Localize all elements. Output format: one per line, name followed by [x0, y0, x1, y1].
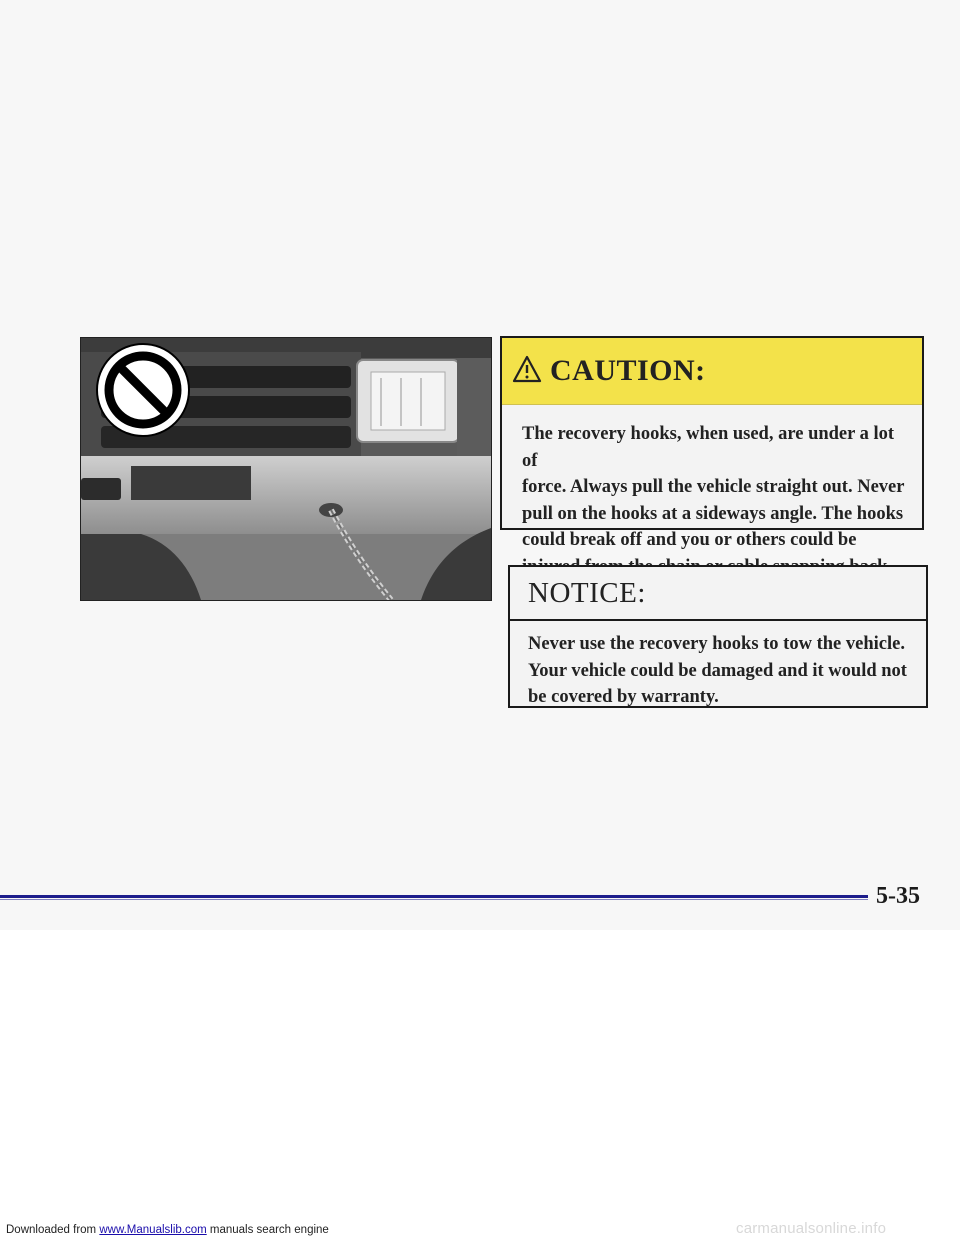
caution-text — [502, 405, 922, 580]
caution-line: could break off and you or others could be — [522, 530, 857, 550]
caution-line: The recovery hooks, when used, are under a lot of — [522, 424, 895, 471]
caution-box — [500, 336, 924, 550]
truck-front-tow-chain-photo — [80, 337, 492, 601]
caution-line: force. Always pull the vehicle straight out. Never — [522, 477, 905, 497]
caution-title: CAUTION: — [550, 354, 706, 387]
warning-triangle-icon — [512, 355, 542, 388]
footer-prefix: Downloaded from — [6, 1224, 100, 1236]
notice-line: Never use the recovery hooks to tow the vehicle. — [528, 634, 905, 654]
page-number: 5-35 — [876, 883, 920, 909]
notice-line: be covered by warranty. — [528, 687, 719, 707]
notice-text — [510, 621, 926, 711]
caution-header — [502, 338, 922, 405]
notice-box — [508, 565, 928, 708]
watermark: carmanualsonline.info — [736, 1220, 887, 1237]
download-footer — [6, 1224, 329, 1236]
notice-header — [510, 567, 926, 621]
notice-line: Your vehicle could be damaged and it would not — [528, 660, 907, 681]
footer-rule — [0, 895, 868, 900]
manualslib-link[interactable]: www.Manualslib.com — [99, 1224, 207, 1236]
caution-line: pull on the hooks at a sideways angle. The hooks — [522, 503, 904, 524]
footer-suffix: manuals search engine — [206, 1224, 329, 1236]
notice-title: NOTICE: — [528, 576, 646, 609]
